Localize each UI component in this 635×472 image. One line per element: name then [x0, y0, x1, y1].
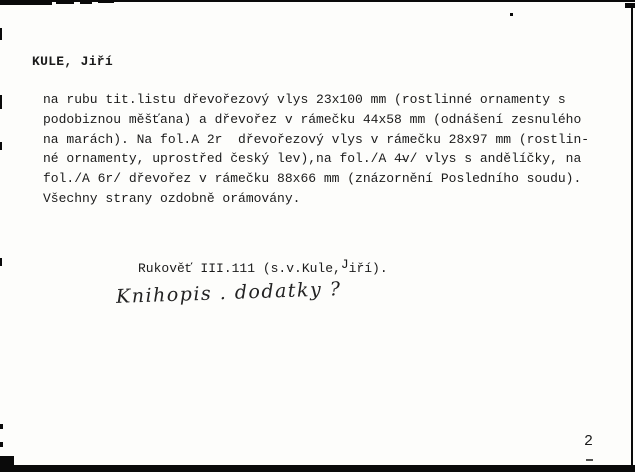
reference-text: Rukověť III.111 (s.v.Kule,	[138, 261, 341, 276]
scan-edge-left	[0, 95, 2, 109]
entry-description	[43, 90, 589, 209]
scan-artifact	[80, 0, 92, 4]
description-line: podobiznou měšťana) a dřevořez v rámečku 44x58 mm (odnášení zesnulého	[43, 111, 582, 127]
description-line: Všechny strany ozdobně orámovány.	[43, 190, 301, 206]
entry-heading: KULE, Jiří	[32, 54, 114, 69]
handwritten-note: Knihopis . dodatky ?	[115, 278, 342, 308]
description-line: na rubu tit.listu dřevořezový vlys 23x100 mm (rostlinné ornamenty s	[43, 92, 566, 107]
scan-edge-left	[0, 442, 3, 447]
scan-artifact	[98, 0, 114, 3]
scan-edge-left	[0, 424, 3, 429]
scan-artifact	[0, 456, 14, 466]
reference-raised-letter: J	[340, 257, 349, 272]
scan-artifact	[0, 0, 52, 5]
scan-edge-left	[0, 142, 2, 150]
scan-edge-top	[0, 0, 635, 2]
reference-citation	[138, 257, 388, 276]
scan-artifact	[510, 13, 513, 16]
reference-text: iří).	[348, 261, 388, 276]
description-line: né ornamenty, uprostřed český lev),na fol./A 4̶v/ vlys s andělíčky, na	[43, 151, 582, 167]
scan-edge-bottom	[0, 465, 635, 472]
description-line: fol./A 6r/ dřevořez v rámečku 88x66 mm (znázornění Posledního soudu).	[43, 171, 582, 187]
scan-artifact	[56, 0, 74, 4]
scan-edge-right	[631, 4, 633, 466]
scan-artifact	[586, 459, 593, 461]
scan-artifact	[625, 3, 635, 8]
scan-edge-left	[0, 28, 2, 40]
scan-edge-left	[0, 258, 2, 266]
page-number: 2	[584, 433, 594, 450]
description-line: na marách). Na fol.A 2r dřevořezový vlys v rámečku 28x97 mm (rostlin-	[43, 131, 590, 147]
